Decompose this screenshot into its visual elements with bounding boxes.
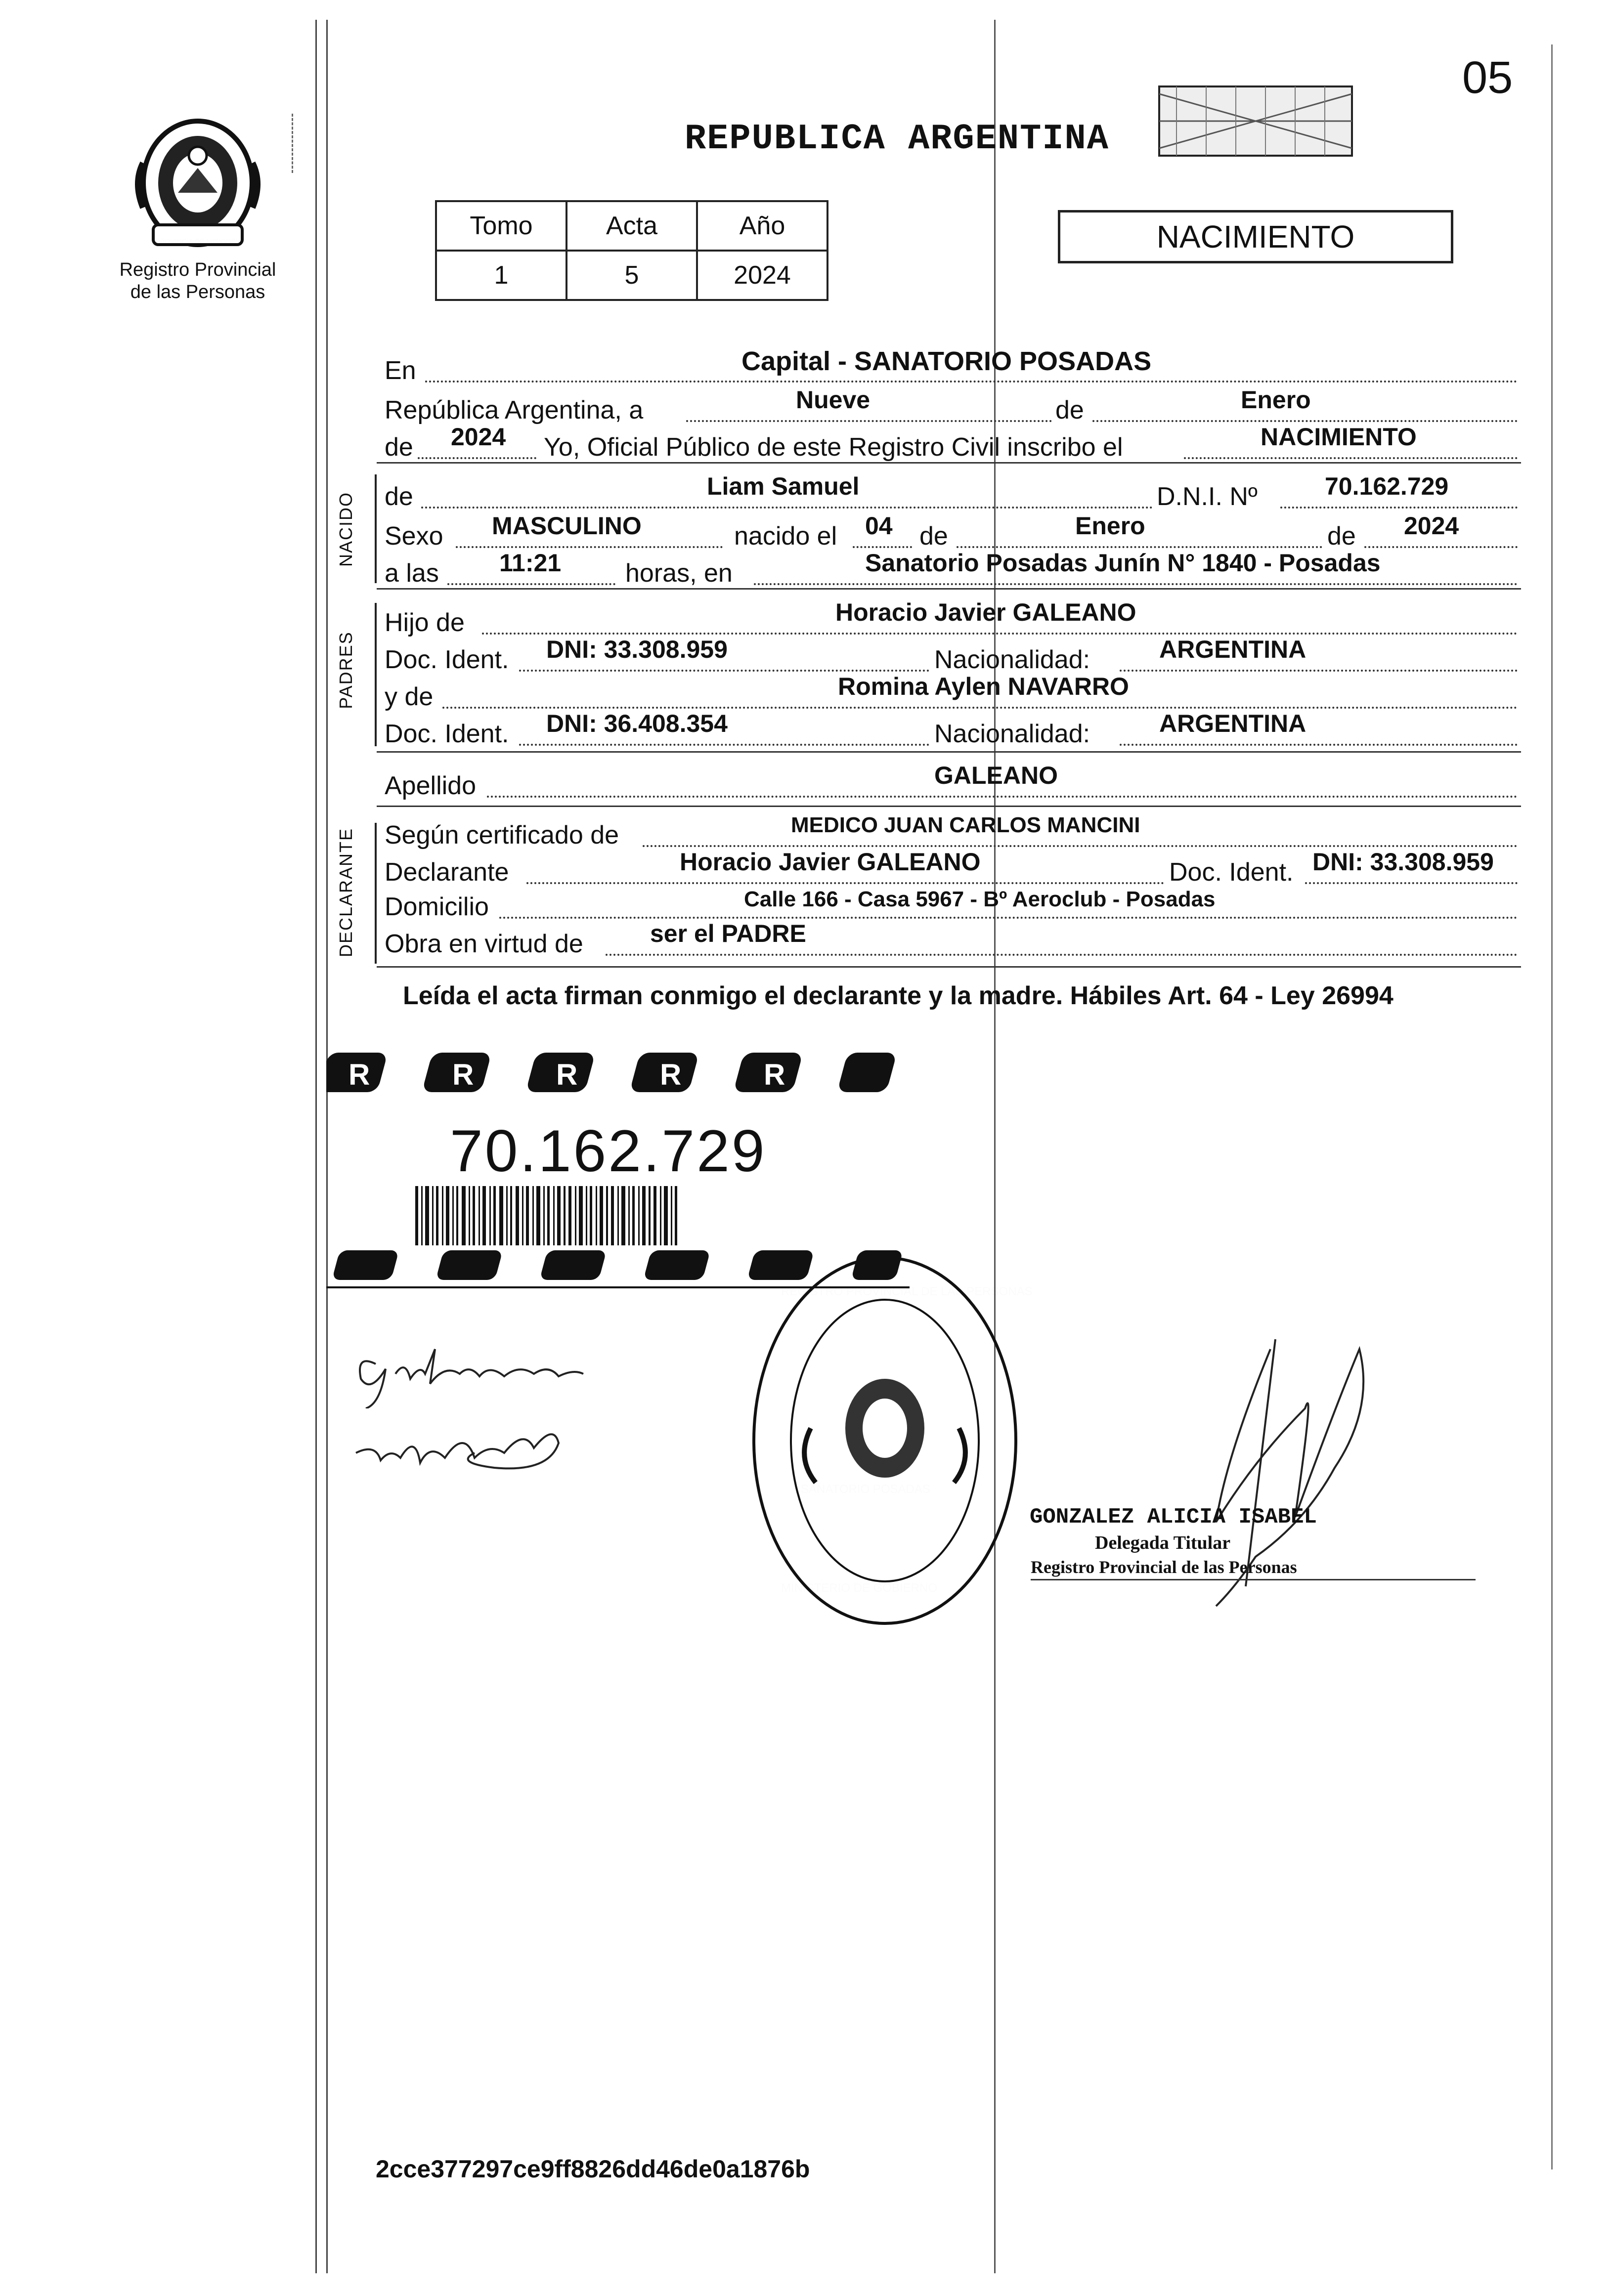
mother-nationality: ARGENTINA	[1159, 710, 1306, 737]
horas-label: horas, en	[625, 559, 733, 588]
obra-label: Obra en virtud de	[385, 930, 583, 958]
mother-doc: DNI: 36.408.354	[546, 710, 728, 737]
birth-time: 11:21	[499, 549, 562, 577]
document-type-box	[1058, 210, 1453, 263]
mother-name: Romina Aylen NAVARRO	[838, 673, 1129, 700]
en-label: En	[385, 356, 416, 385]
nacido-section-label: NACIDO	[336, 492, 356, 567]
dots-mother	[442, 707, 1518, 709]
handwritten-signature-2-icon	[346, 1413, 623, 1488]
acta-table	[435, 200, 828, 301]
stamp-ring-text	[781, 1285, 1033, 1299]
place-value: Capital - SANATORIO POSADAS	[741, 346, 1152, 376]
dots-dni	[1280, 507, 1518, 509]
acta-value: 5	[566, 251, 697, 300]
dots-father	[482, 633, 1518, 635]
father-doc-label: Doc. Ident.	[385, 645, 509, 674]
segun-label: Según certificado de	[385, 821, 619, 850]
perforation-line	[292, 114, 293, 173]
logo-caption-1: Registro Provincial	[119, 259, 276, 280]
right-margin-line	[1551, 44, 1553, 2169]
declarante-section-label: DECLARANTE	[336, 827, 356, 958]
father-nationality: ARGENTINA	[1159, 636, 1306, 663]
dots-bmonth	[957, 546, 1322, 548]
sticker-number: 70.162.729	[450, 1118, 767, 1184]
dots-father-nat	[1120, 670, 1518, 672]
declarante-doc: DNI: 33.308.959	[1312, 848, 1494, 876]
dots-name	[421, 507, 1153, 509]
de-label-2: de	[385, 433, 413, 462]
father-doc: DNI: 33.308.959	[546, 636, 728, 663]
birth-place: Sanatorio Posadas Junín N° 1840 - Posadas	[865, 549, 1381, 577]
country-title: REPUBLICA ARGENTINA	[685, 119, 1109, 159]
ano-value: 2024	[697, 251, 827, 300]
birth-year: 2024	[1404, 512, 1459, 540]
svg-text:R: R	[556, 1058, 578, 1091]
logo-seal-text	[148, 237, 247, 245]
dots-domicilio	[499, 917, 1518, 919]
dots-cert	[643, 845, 1518, 847]
dots-bday	[853, 546, 912, 548]
mother-nat-label: Nacionalidad:	[934, 720, 1090, 748]
official-signature	[1157, 1310, 1394, 1636]
de-label-3: de	[919, 522, 948, 551]
hijo-label: Hijo de	[385, 608, 465, 637]
year-value: 2024	[451, 423, 506, 451]
separator-2	[377, 588, 1521, 590]
sexo-label: Sexo	[385, 522, 443, 551]
de-label-1: de	[1055, 396, 1084, 425]
official-name: GONZALEZ ALICIA ISABEL	[1030, 1505, 1317, 1530]
padres-bar	[375, 603, 377, 746]
ano-header: Año	[697, 201, 827, 251]
act-value: NACIMIENTO	[1261, 423, 1417, 451]
domicilio-value: Calle 166 - Casa 5967 - Bº Aeroclub - Posadas	[744, 887, 1216, 911]
dots-time	[447, 583, 615, 585]
separator-1	[377, 462, 1521, 464]
handwritten-signature-icon	[346, 1334, 623, 1408]
province-logo	[124, 109, 272, 257]
official-underline	[1031, 1579, 1476, 1580]
tomo-header: Tomo	[436, 201, 566, 251]
dots-declarante-doc	[1305, 882, 1518, 884]
mother-doc-label: Doc. Ident.	[385, 720, 509, 748]
dots-father-doc	[519, 670, 929, 672]
de-label-4: de	[1327, 522, 1356, 551]
svg-text:R: R	[452, 1058, 474, 1091]
official-stamp	[746, 1250, 1023, 1631]
padres-section-label: PADRES	[336, 631, 356, 709]
father-nat-label: Nacionalidad:	[934, 645, 1090, 674]
nacido-el-label: nacido el	[734, 522, 837, 551]
dots-obra	[606, 954, 1518, 956]
dots-declarante	[526, 882, 1164, 884]
separator-4	[377, 806, 1521, 807]
signature-father	[346, 1334, 623, 1408]
province-seal-icon	[124, 109, 272, 257]
separator-3	[377, 751, 1521, 753]
tomo-value: 1	[436, 251, 566, 300]
dots-mother-doc	[519, 744, 929, 746]
birth-month: Enero	[1075, 512, 1145, 540]
republica-label: República Argentina, a	[385, 396, 644, 425]
dots-day	[686, 420, 1052, 422]
svg-text:R: R	[660, 1058, 682, 1091]
dots-sexo	[456, 546, 723, 548]
signature-mother	[346, 1413, 623, 1488]
dots-apellido	[487, 796, 1518, 798]
security-hologram	[1157, 84, 1354, 158]
day-value: Nueve	[796, 386, 871, 414]
apellido-label: Apellido	[385, 771, 477, 800]
declarante-value: Horacio Javier GALEANO	[680, 848, 981, 876]
document-hash: 2cce377297ce9ff8826dd46de0a1876b	[376, 2155, 810, 2183]
dots-place	[425, 381, 1518, 383]
stamp-inner-text	[801, 1483, 930, 1496]
official-office: Registro Provincial de las Personas	[1031, 1557, 1297, 1577]
stamp-bottom-text	[781, 1581, 937, 1595]
svg-text:R: R	[764, 1058, 785, 1091]
document-type: NACIMIENTO	[1156, 219, 1355, 255]
page-number: 05	[1462, 52, 1513, 103]
dots-month	[1092, 420, 1518, 422]
birth-day: 04	[865, 512, 893, 540]
official-title: Delegada Titular	[1095, 1532, 1231, 1553]
dots-mother-nat	[1120, 744, 1518, 746]
child-name: Liam Samuel	[707, 472, 860, 500]
a-las-label: a las	[385, 559, 439, 588]
father-name: Horacio Javier GALEANO	[835, 598, 1136, 626]
sticker-pattern-top-icon	[326, 1043, 910, 1097]
hologram-icon	[1157, 84, 1354, 158]
acta-header: Acta	[566, 201, 697, 251]
apellido-value: GALEANO	[934, 762, 1058, 789]
nacido-de-label: de	[385, 482, 413, 511]
barcode-icon	[415, 1186, 761, 1245]
logo-caption-2: de las Personas	[130, 282, 265, 302]
declarante-label: Declarante	[385, 858, 509, 887]
closing-text: Leída el acta firman conmigo el declarante y la madre. Hábiles Art. 64 - Ley 26994	[403, 981, 1393, 1010]
certificado-value: MEDICO JUAN CARLOS MANCINI	[791, 813, 1140, 837]
left-margin-line	[315, 20, 317, 2273]
declarante-bar	[375, 823, 377, 964]
dots-year	[418, 457, 536, 459]
month-value: Enero	[1241, 386, 1311, 414]
separator-5	[377, 966, 1521, 968]
dni-label: D.N.I. Nº	[1157, 482, 1258, 511]
dots-act	[1184, 457, 1518, 459]
sexo-value: MASCULINO	[492, 512, 642, 540]
dots-byear	[1364, 546, 1518, 548]
child-dni: 70.162.729	[1325, 472, 1449, 500]
nacido-bar	[375, 474, 377, 583]
official-signature-icon	[1157, 1310, 1394, 1636]
obra-value: ser el PADRE	[650, 920, 806, 947]
declarante-doc-label: Doc. Ident.	[1169, 858, 1294, 887]
dots-bplace	[754, 583, 1518, 585]
y-de-label: y de	[385, 682, 434, 711]
oficial-text: Yo, Oficial Público de este Registro Civil inscribo el	[544, 433, 1123, 462]
domicilio-label: Domicilio	[385, 893, 489, 921]
official-stamp-icon	[746, 1250, 1023, 1631]
svg-text:R: R	[348, 1058, 370, 1091]
